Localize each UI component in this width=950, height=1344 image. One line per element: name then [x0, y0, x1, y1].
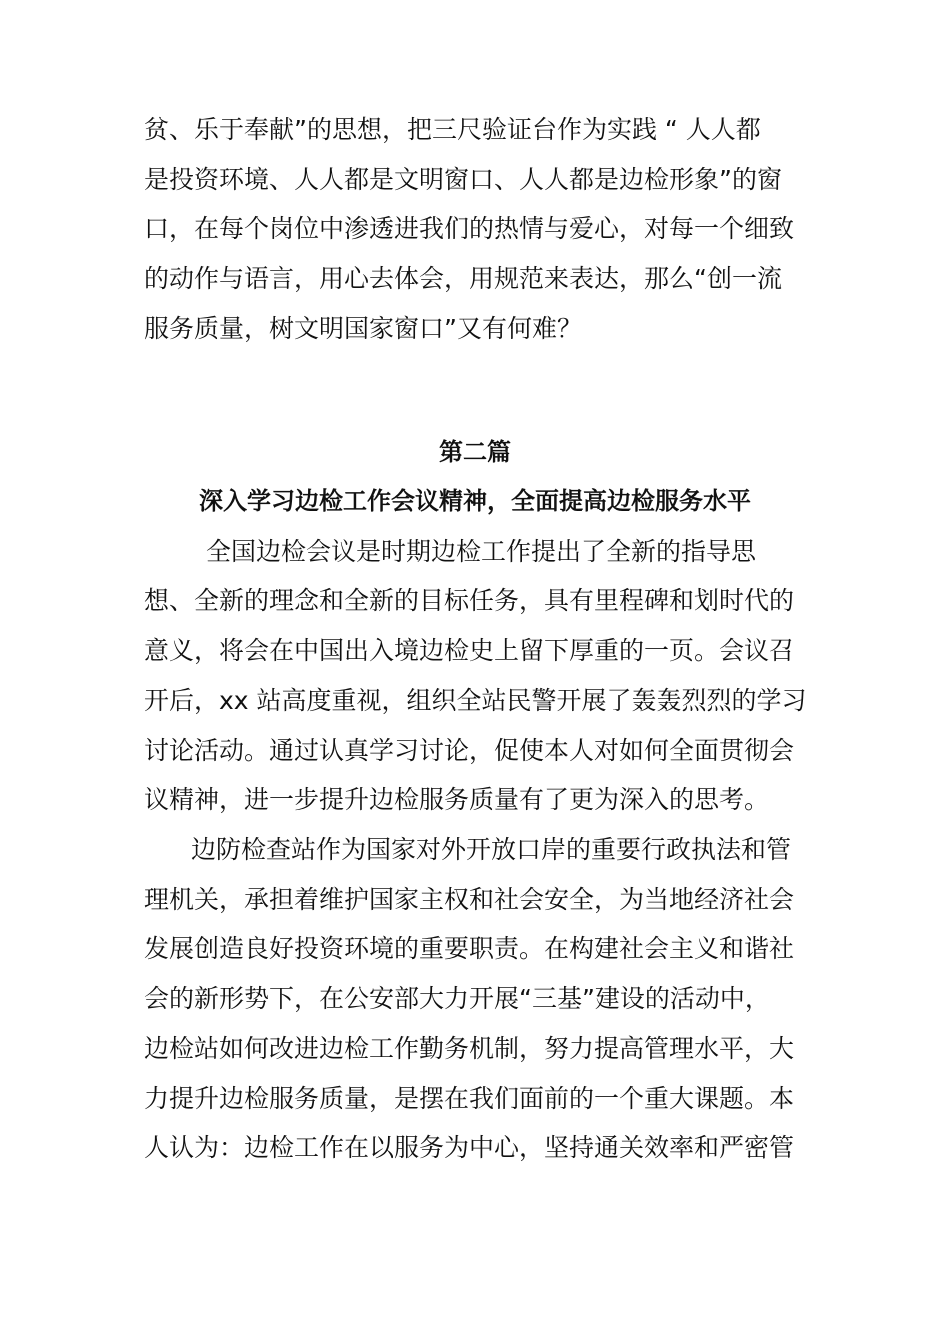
- section-number: 第二篇: [439, 438, 511, 466]
- text-line: 意义，将会在中国出入境边检史上留下厚重的一页。会议召: [144, 636, 795, 665]
- text-line: 服务质量，树文明国家窗口”又有何难？: [144, 314, 582, 343]
- text-line: 力提升边检服务质量，是摆在我们面前的一个重大课题。本: [144, 1084, 795, 1113]
- text-line: 贫、乐于奉献”的思想，把三尺验证台作为实践 “ 人人都: [144, 115, 761, 144]
- section-title: 深入学习边检工作会议精神，全面提高边检服务水平: [199, 487, 751, 515]
- text-line: 议精神，进一步提升边检服务质量有了更为深入的思考。: [144, 785, 770, 814]
- text-line: 人认为：边检工作在以服务为中心，坚持通关效率和严密管: [144, 1133, 795, 1162]
- text-line: 边检站如何改进边检工作勤务机制，努力提高管理水平，大: [144, 1034, 795, 1063]
- text-line: 是投资环境、人人都是文明窗口、人人都是边检形象”的窗: [144, 165, 782, 194]
- text-line: 发展创造良好投资环境的重要职责。在构建社会主义和谐社: [144, 934, 795, 963]
- text-line: 理机关，承担着维护国家主权和社会安全，为当地经济社会: [144, 885, 795, 914]
- text-line: 讨论活动。通过认真学习讨论，促使本人对如何全面贯彻会: [144, 736, 795, 765]
- text-line: 边防检查站作为国家对外开放口岸的重要行政执法和管: [191, 835, 792, 864]
- text-line: 会的新形势下，在公安部大力开展“三基”建设的活动中，: [144, 984, 770, 1013]
- text-line: 想、全新的理念和全新的目标任务，具有里程碑和划时代的: [144, 586, 795, 615]
- text-line: 口，在每个岗位中渗透进我们的热情与爱心，对每一个细致: [144, 214, 795, 243]
- text-line: 全国边检会议是时期边检工作提出了全新的指导思: [206, 537, 757, 566]
- text-line: 的动作与语言，用心去体会，用规范来表达，那么“创一流: [144, 264, 782, 293]
- text-line: 开后，xx 站高度重视，组织全站民警开展了轰轰烈烈的学习: [144, 686, 807, 715]
